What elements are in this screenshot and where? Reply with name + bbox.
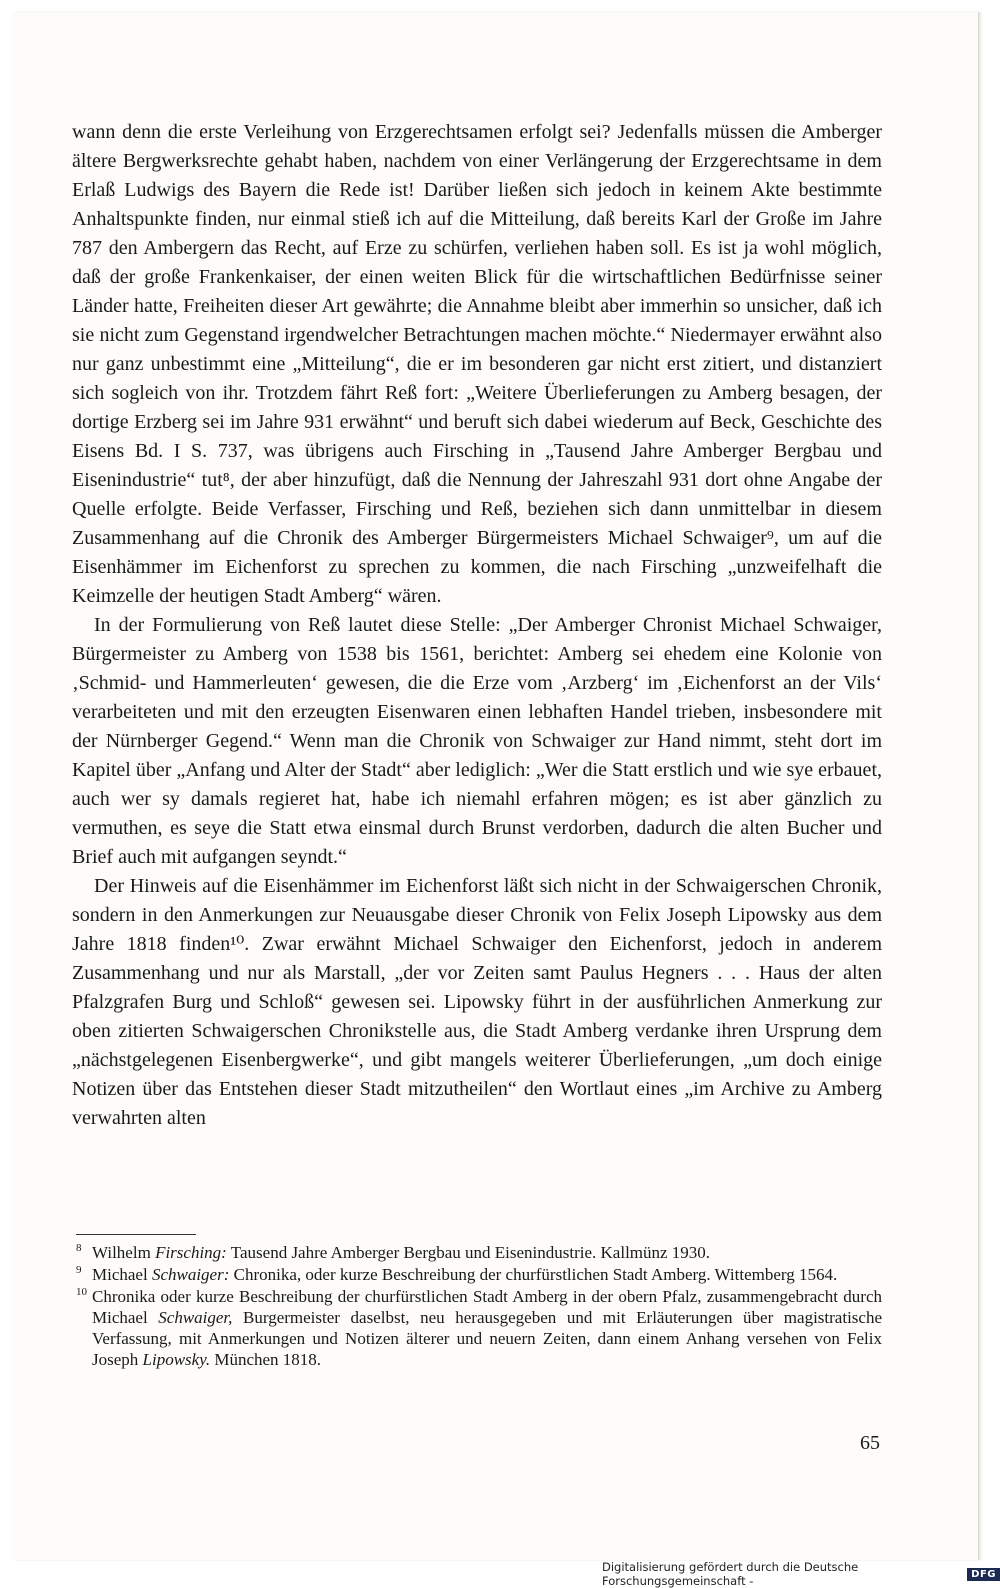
dfg-logo: DFG	[967, 1568, 1000, 1581]
footnote-text: München 1818.	[210, 1350, 322, 1369]
footer-text: Digitalisierung gefördert durch die Deutsche Forschungsgemeinschaft -	[602, 1560, 859, 1588]
footnote-number: 9	[76, 1264, 82, 1276]
paragraph-1: wann denn die erste Verleihung von Erzgerechtsamen erfolgt sei? Jedenfalls müssen die Amberger ältere Bergwerksrechte gehabt haben, nachdem von einer Verlängerung der Erzgerechtsame in dem Erlaß Ludwigs des Bayern die Rede ist! Darüber ließen sich jedoch in keinem Akte bestimmte Anhaltspunkte finden, nur einmal stieß ich auf die Mitteilung, daß bereits Karl der Große im Jahre 787 den Ambergern das Recht, auf Erze zu schürfen, verliehen haben soll. Es ist ja wohl möglich, daß der große Frankenkaiser, der einen weiten Blick für die wirtschaftlichen Bedürfnisse seiner Länder hatte, Freiheiten dieser Art gewährte; die Annahme bleibt aber immerhin so unsicher, daß ich sie nicht zum Gegenstand irgendwelcher Betrachtungen machen möchte.“ Niedermayer erwähnt also nur ganz unbestimmt eine „Mitteilung“, die er im besonderen gar nicht erst zitiert, und distanziert sich sogleich von ihr. Trotzdem fährt Reß fort: „Weitere Überlieferungen zu Amberg besagen, der dortige Erzberg sei im Jahre 931 erwähnt“ und beruft sich dabei wiederum auf Beck, Geschichte des Eisens Bd. I S. 737, was übrigens auch Firsching in „Tausend Jahre Amberger Bergbau und Eisenindustrie“ tut⁸, der aber hinzufügt, daß die Nennung der Jahreszahl 931 dort ohne Angabe der Quelle erfolgte. Beide Verfasser, Firsching und Reß, beziehen sich dann unmittelbar in diesem Zusammenhang auf die Chronik des Amberger Bürgermeisters Michael Schwaiger⁹, um auf die Eisenhämmer im Eichenforst zu sprechen zu kommen, die nach Firsching „unzweifelhaft die Keimzelle der heutigen Stadt Amberg“ wären.	[72, 121, 882, 607]
paragraph-3: Der Hinweis auf die Eisenhämmer im Eichenforst läßt sich nicht in der Schwaigerschen Chronik, sondern in den Anmerkungen zur Neuausgabe dieser Chronik von Felix Joseph Lipowsky aus dem Jahre 1818 finden¹⁰. Zwar erwähnt Michael Schwaiger den Eichenforst, jedoch in anderem Zusammenhang und nur als Marstall, „der vor Zeiten samt Paulus Hegners . . . Haus der alten Pfalzgrafen Burg und Schloß“ gewesen sei. Lipowsky führt in der ausführlichen Anmerkung zur oben zitierten Schwaigerschen Chronikstelle aus, die Stadt Amberg verdanke ihren Ursprung dem „nächstgelegenen Eisenbergwerke“, und gibt mangels weiterer Überlieferungen, „um doch einige Notizen über das Entstehen dieser Stadt mitzutheilen“ den Wortlaut eines „im Archive zu Amberg verwahrten alten	[72, 875, 882, 1129]
footnote-text: Tausend Jahre Amberger Bergbau und Eisenindustrie. Kallmünz 1930.	[226, 1243, 711, 1262]
footnote-text: Chronika, oder kurze Beschreibung der churfürstlichen Stadt Amberg. Wittemberg 1564.	[229, 1265, 838, 1284]
footnote-10	[76, 1286, 882, 1370]
footnote-editor: Lipowsky.	[142, 1350, 211, 1369]
page-number: 65	[860, 1432, 880, 1454]
footnote-number: 8	[76, 1242, 82, 1254]
footnote-8	[76, 1242, 882, 1263]
body-text	[72, 118, 882, 1133]
footnote-author: Schwaiger:	[151, 1265, 230, 1284]
digitization-footer	[602, 1560, 1000, 1588]
footnote-text: Wilhelm	[92, 1243, 156, 1262]
footnote-number: 10	[76, 1286, 87, 1298]
footnote-9	[76, 1264, 882, 1285]
footnote-separator	[76, 1234, 196, 1235]
footnote-text: Chronika oder kurze Beschreibung der churfürstlichen Stadt Amberg in der obern Pfalz, zusammengebracht durch Michael	[92, 1287, 882, 1327]
footnote-text: Burgermeister daselbst, neu herausgegeben und mit Erläuterungen über magistratische Verfassung, mit Anmerkungen und Notizen älterer und neuern Zeiten, dann einem Anhang versehen von Felix Joseph	[92, 1308, 882, 1369]
footnotes	[76, 1242, 882, 1371]
footnote-text: Michael	[92, 1265, 152, 1284]
footnote-author: Schwaiger,	[158, 1308, 233, 1327]
paragraph-2: In der Formulierung von Reß lautet diese Stelle: „Der Amberger Chronist Michael Schwaiger, Bürgermeister zu Amberg von 1538 bis 1561, berichtet: Amberg sei ehedem eine Kolonie von ‚Schmid- und Hammerleuten‘ gewesen, die die Erze vom ‚Arzberg‘ im ‚Eichenforst an der Vils‘ verarbeiteten und mit den erzeugten Eisenwaren einen lebhaften Handel trieben, insbesondere mit der Nürnberger Gegend.“ Wenn man die Chronik von Schwaiger zur Hand nimmt, steht dort im Kapitel über „Anfang und Alter der Stadt“ aber lediglich: „Wer die Statt erstlich und wie sye erbauet, auch wer sy damals regieret hat, habe ich niemahl erfahren mögen; es ist aber gänzlich zu vermuthen, es seye die Statt etwa einsmal durch Brunst verdorben, dadurch die alten Bucher und Brief auch mit aufgangen seyndt.“	[72, 614, 882, 868]
footnote-author: Firsching:	[155, 1243, 227, 1262]
